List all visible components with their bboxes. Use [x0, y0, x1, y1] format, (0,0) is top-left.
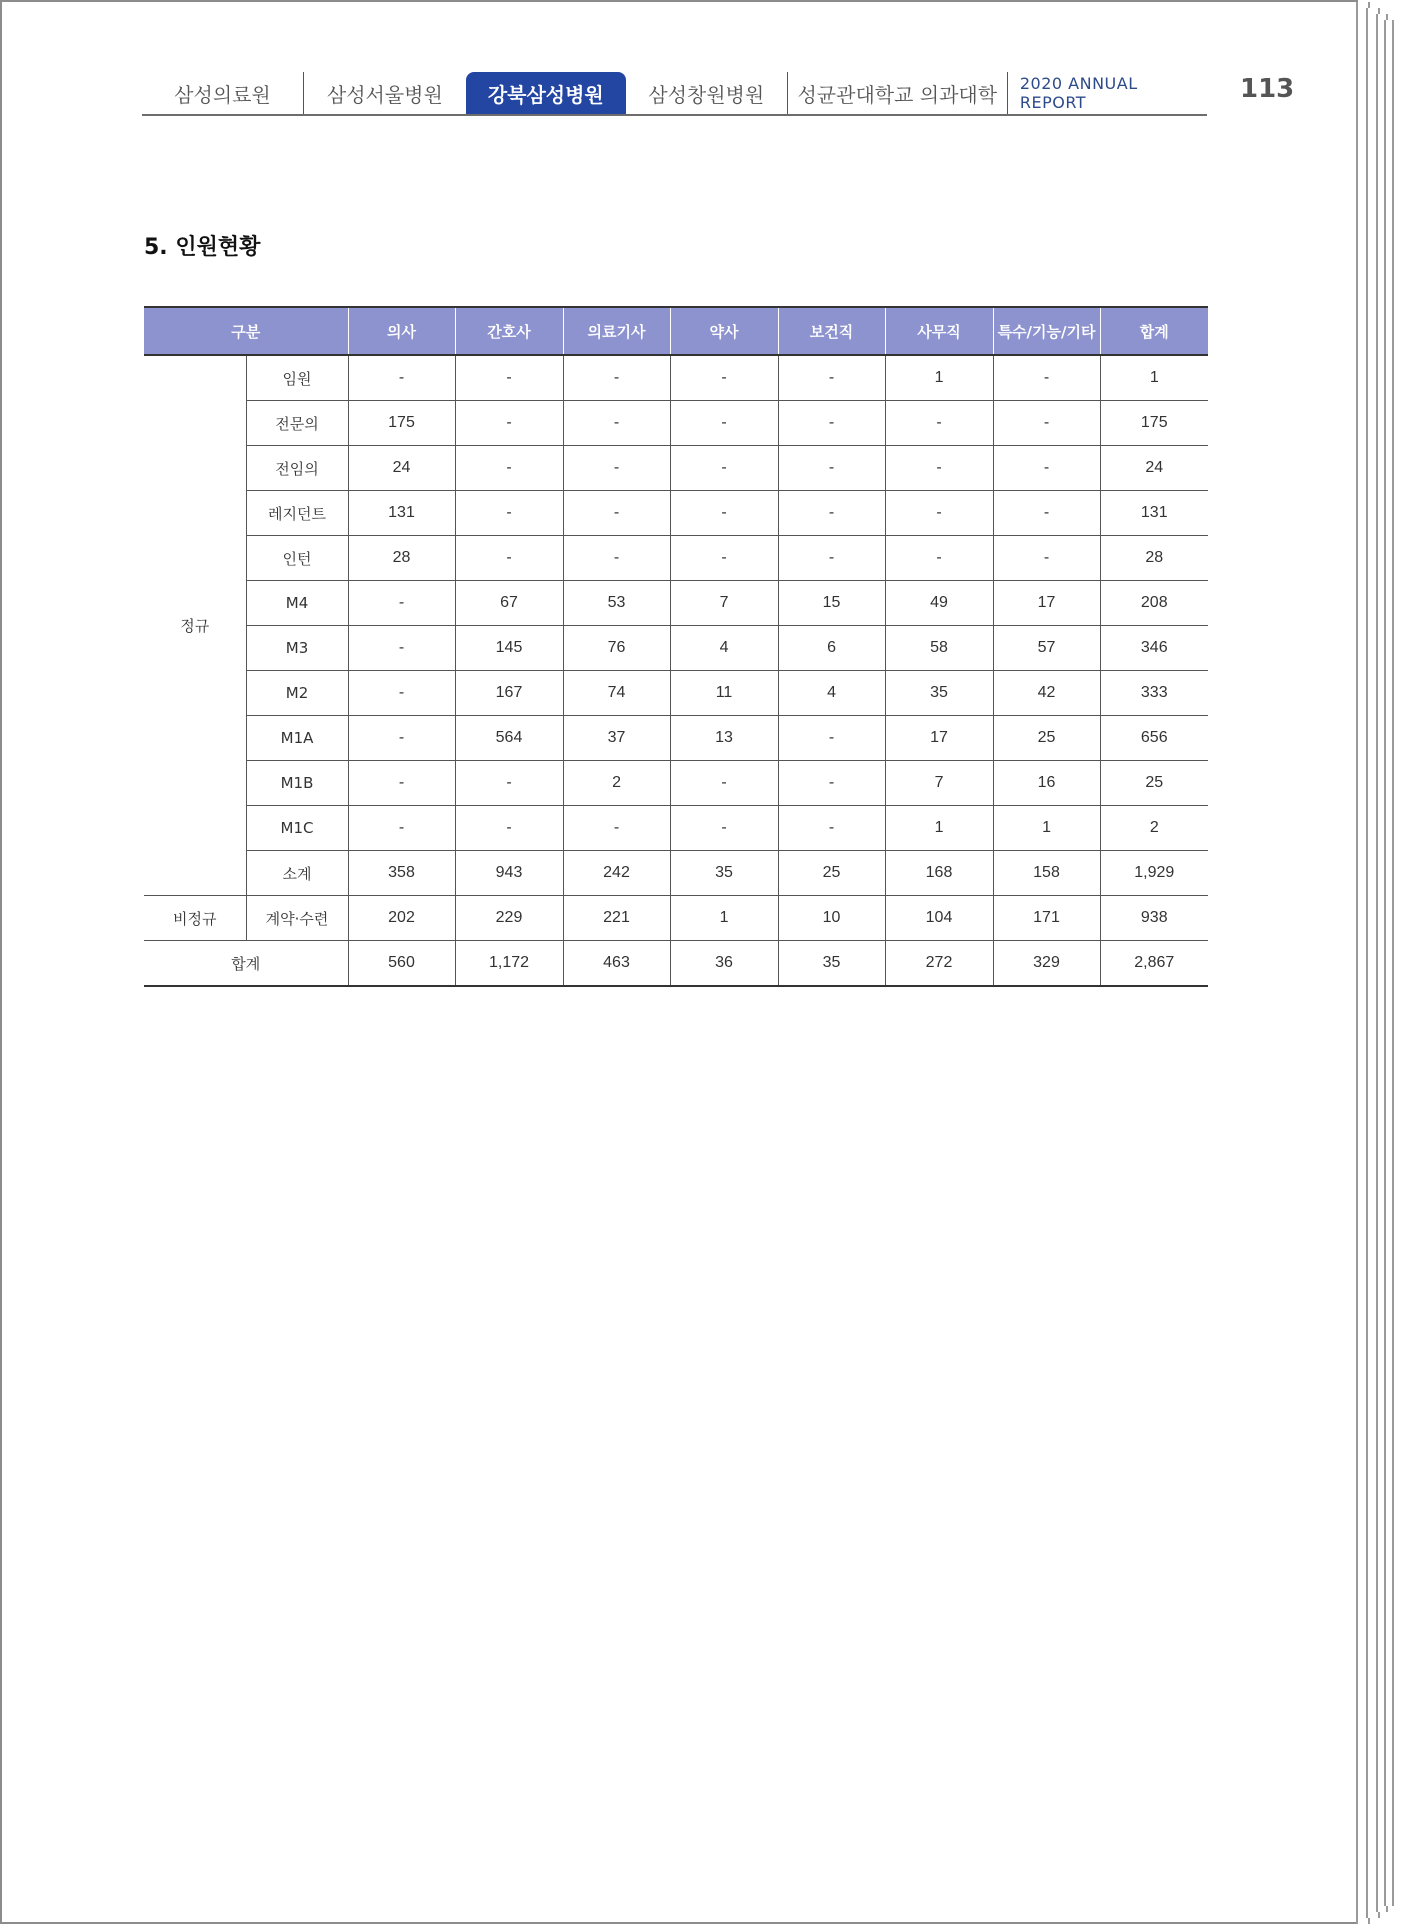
col-header-special: 특수/기능/기타	[993, 307, 1100, 355]
table-cell: 36	[670, 941, 778, 987]
table-cell: -	[563, 491, 670, 536]
table-cell: 24	[1100, 446, 1208, 491]
table-cell: -	[455, 446, 563, 491]
table-cell: 24	[348, 446, 455, 491]
table-cell: -	[778, 716, 885, 761]
table-cell: -	[348, 626, 455, 671]
col-header-category: 구분	[144, 307, 348, 355]
table-cell: -	[455, 401, 563, 446]
table-cell: 943	[455, 851, 563, 896]
table-cell: 175	[348, 401, 455, 446]
table-cell: 67	[455, 581, 563, 626]
table-cell: 28	[1100, 536, 1208, 581]
table-cell: 1	[885, 806, 993, 851]
table-row	[144, 896, 1208, 941]
table-cell: 76	[563, 626, 670, 671]
staff-table	[144, 306, 1208, 987]
table-cell: -	[348, 761, 455, 806]
row-label: 레지던트	[246, 491, 348, 536]
table-cell: 57	[993, 626, 1100, 671]
table-cell: 158	[993, 851, 1100, 896]
page-number: 113	[1240, 74, 1295, 104]
table-cell: 25	[778, 851, 885, 896]
section-title: 5. 인원현황	[144, 235, 261, 260]
row-label: M2	[246, 671, 348, 716]
tab-samsung-changwon-hospital[interactable]: 삼성창원병원	[626, 72, 788, 114]
row-label: M1A	[246, 716, 348, 761]
table-cell: 167	[455, 671, 563, 716]
col-header-health: 보건직	[778, 307, 885, 355]
table-cell: 168	[885, 851, 993, 896]
tab-skku-medicine[interactable]: 성균관대학교 의과대학	[797, 82, 998, 107]
table-cell: -	[993, 355, 1100, 401]
table-cell: 25	[1100, 761, 1208, 806]
table-cell: 10	[778, 896, 885, 941]
row-label: 전임의	[246, 446, 348, 491]
table-cell: -	[670, 401, 778, 446]
row-label: M4	[246, 581, 348, 626]
table-cell: 656	[1100, 716, 1208, 761]
table-cell: -	[455, 536, 563, 581]
table-total-row	[144, 941, 1208, 987]
table-cell: 2	[1100, 806, 1208, 851]
table-cell: 37	[563, 716, 670, 761]
table-cell: -	[778, 806, 885, 851]
table-cell: 4	[778, 671, 885, 716]
table-cell: 2	[563, 761, 670, 806]
table-cell: 131	[1100, 491, 1208, 536]
table-cell: -	[885, 491, 993, 536]
table-cell: 1	[885, 355, 993, 401]
table-row	[144, 851, 1208, 896]
table-cell: 35	[885, 671, 993, 716]
group-label-total: 합계	[144, 941, 348, 987]
table-cell: -	[348, 716, 455, 761]
group-label-regular: 정규	[144, 355, 246, 896]
table-cell: 221	[563, 896, 670, 941]
table-cell: 1,172	[455, 941, 563, 987]
tab-samsung-medical-center[interactable]: 삼성의료원	[142, 72, 304, 114]
table-cell: 1	[670, 896, 778, 941]
table-cell: 35	[778, 941, 885, 987]
table-cell: -	[885, 401, 993, 446]
table-cell: -	[778, 761, 885, 806]
table-cell: 171	[993, 896, 1100, 941]
row-label: 인턴	[246, 536, 348, 581]
table-cell: -	[778, 491, 885, 536]
table-cell: -	[348, 671, 455, 716]
table-cell: -	[885, 536, 993, 581]
table-cell: 938	[1100, 896, 1208, 941]
col-header-total: 합계	[1100, 307, 1208, 355]
table-cell: -	[885, 446, 993, 491]
table-row	[144, 491, 1208, 536]
table-cell: 1,929	[1100, 851, 1208, 896]
table-cell: -	[563, 401, 670, 446]
table-cell: 104	[885, 896, 993, 941]
table-cell: -	[778, 536, 885, 581]
header-nav	[142, 72, 1207, 116]
row-label: 계약·수련	[246, 896, 348, 941]
table-cell: -	[348, 355, 455, 401]
table-cell: -	[670, 446, 778, 491]
table-header-row	[144, 307, 1208, 355]
table-cell: 208	[1100, 581, 1208, 626]
table-cell: 28	[348, 536, 455, 581]
table-cell: 358	[348, 851, 455, 896]
table-cell: -	[455, 355, 563, 401]
tab-kangbuk-samsung-hospital[interactable]: 강북삼성병원	[466, 72, 626, 114]
table-cell: -	[563, 446, 670, 491]
table-cell: -	[778, 401, 885, 446]
table-cell: 242	[563, 851, 670, 896]
table-cell: 53	[563, 581, 670, 626]
table-cell: 58	[885, 626, 993, 671]
table-cell: 560	[348, 941, 455, 987]
table-cell: 17	[993, 581, 1100, 626]
table-cell: 11	[670, 671, 778, 716]
table-cell: 1	[993, 806, 1100, 851]
table-cell: 1	[1100, 355, 1208, 401]
table-cell: 74	[563, 671, 670, 716]
table-cell: 16	[993, 761, 1100, 806]
table-cell: -	[348, 581, 455, 626]
table-cell: 131	[348, 491, 455, 536]
table-cell: 463	[563, 941, 670, 987]
table-cell: -	[563, 536, 670, 581]
table-cell: -	[563, 806, 670, 851]
table-row	[144, 671, 1208, 716]
table-cell: 2,867	[1100, 941, 1208, 987]
table-cell: 346	[1100, 626, 1208, 671]
table-cell: 6	[778, 626, 885, 671]
table-cell: 17	[885, 716, 993, 761]
table-cell: -	[993, 401, 1100, 446]
table-cell: -	[348, 806, 455, 851]
table-cell: -	[670, 355, 778, 401]
table-row	[144, 536, 1208, 581]
table-row	[144, 401, 1208, 446]
table-row	[144, 581, 1208, 626]
table-cell: 564	[455, 716, 563, 761]
row-label: M1C	[246, 806, 348, 851]
col-header-nurse: 간호사	[455, 307, 563, 355]
table-row	[144, 446, 1208, 491]
table-cell: 49	[885, 581, 993, 626]
row-label: 전문의	[246, 401, 348, 446]
table-cell: 145	[455, 626, 563, 671]
table-cell: 333	[1100, 671, 1208, 716]
table-cell: -	[670, 491, 778, 536]
table-cell: 15	[778, 581, 885, 626]
table-cell: 35	[670, 851, 778, 896]
table-cell: 272	[885, 941, 993, 987]
row-label: 소계	[246, 851, 348, 896]
group-label-nonregular: 비정규	[144, 896, 246, 941]
table-cell: -	[455, 761, 563, 806]
table-cell: -	[670, 536, 778, 581]
table-cell: -	[993, 446, 1100, 491]
table-row	[144, 355, 1208, 401]
row-label: M1B	[246, 761, 348, 806]
table-cell: 175	[1100, 401, 1208, 446]
table-cell: -	[778, 446, 885, 491]
table-cell: -	[993, 536, 1100, 581]
table-row	[144, 716, 1208, 761]
table-cell: 42	[993, 671, 1100, 716]
table-cell: -	[993, 491, 1100, 536]
table-cell: 329	[993, 941, 1100, 987]
table-cell: -	[778, 355, 885, 401]
table-row	[144, 761, 1208, 806]
table-cell: -	[563, 355, 670, 401]
table-cell: 4	[670, 626, 778, 671]
table-cell: -	[455, 491, 563, 536]
table-cell: 7	[670, 581, 778, 626]
tab-samsung-seoul-hospital[interactable]: 삼성서울병원	[326, 82, 443, 107]
col-header-technician: 의료기사	[563, 307, 670, 355]
col-header-pharmacist: 약사	[670, 307, 778, 355]
table-cell: 202	[348, 896, 455, 941]
table-cell: 25	[993, 716, 1100, 761]
table-cell: 7	[885, 761, 993, 806]
row-label: 임원	[246, 355, 348, 401]
table-row	[144, 806, 1208, 851]
col-header-doctor: 의사	[348, 307, 455, 355]
table-cell: -	[670, 806, 778, 851]
row-label: M3	[246, 626, 348, 671]
page-stack-edge	[1384, 20, 1394, 1906]
col-header-office: 사무직	[885, 307, 993, 355]
table-cell: 229	[455, 896, 563, 941]
table-cell: -	[455, 806, 563, 851]
table-cell: 13	[670, 716, 778, 761]
table-row	[144, 626, 1208, 671]
report-label: 2020 ANNUAL REPORT	[1007, 72, 1207, 114]
table-cell: -	[670, 761, 778, 806]
